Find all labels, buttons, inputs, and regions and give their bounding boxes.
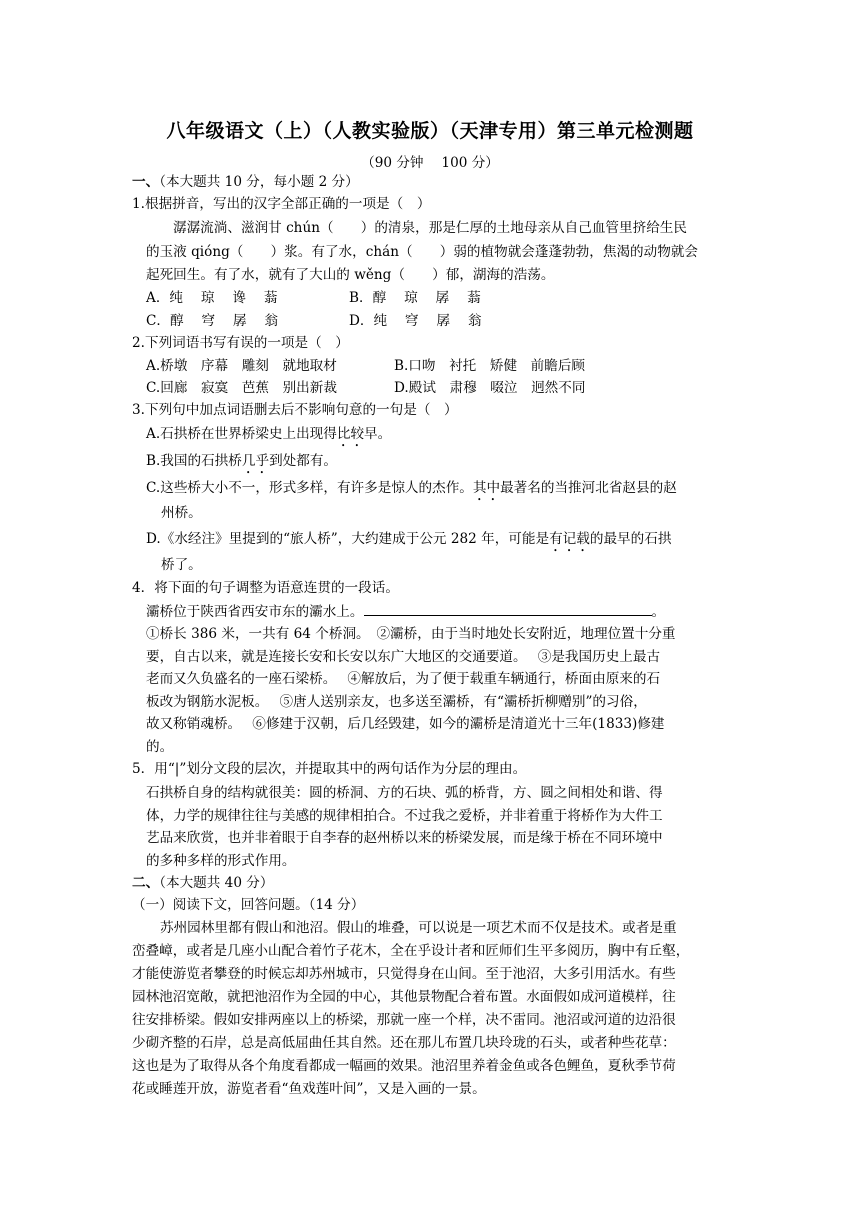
section-two-header bbox=[132, 873, 273, 893]
reading-line: 峦叠嶂，或者是几座小山配合着竹子花木，全在乎设计者和匠师们生平多阅历，胸中有丘壑， bbox=[132, 943, 690, 959]
q4-sentence-line: 的。 bbox=[146, 739, 174, 755]
section-one-header bbox=[132, 172, 359, 192]
q1-text-line: 的玉液 qióng（ ）浆。有了水，chán（ ）弱的植物就会蓬蓬勃勃，焦渴的动物就会 bbox=[146, 244, 699, 260]
q3-b-text-end: 到处都有。 bbox=[269, 453, 338, 469]
q3-option-c bbox=[146, 478, 677, 504]
q3-d-text-end: 的最早的石拱 bbox=[589, 531, 672, 547]
q1-option-c: C．醇 穹 孱 翁 bbox=[146, 313, 279, 329]
reading-line: 苏州园林里都有假山和池沼。假山的堆叠，可以说是一项艺术而不仅是技术。或者是重 bbox=[160, 920, 677, 936]
q3-b-text: B.我国的石拱桥 bbox=[146, 453, 242, 469]
q5-passage-line: 体，力学的规律往往与美感的规律相拍合。不过我之爱桥，并非着重于将桥作为大件工 bbox=[146, 808, 663, 824]
q3-c-text: C.这些桥大小不一，形式多样，有许多是惊人的杰作。 bbox=[146, 480, 473, 496]
q4-sentence-line: 老而又久负盛名的一座石梁桥。 ④解放后，为了便于载重车辆通行，桥面由原来的石 bbox=[146, 671, 661, 687]
q3-c-text-end: 最著名的当推河北省赵县的赵 bbox=[500, 480, 677, 496]
reading-line: 往安排桥梁。假如安排两座以上的桥梁，那就一座一个样，决不雷同。池沼或河道的边沿很 bbox=[132, 1012, 676, 1028]
q3-a-dotted-word: 比较 bbox=[336, 426, 365, 442]
page-title: 八年级语文（上）（人教实验版）（天津专用）第三单元检测题 bbox=[166, 120, 694, 142]
q3-a-text-end: 早。 bbox=[364, 426, 392, 442]
answer-blank-line[interactable] bbox=[364, 601, 652, 616]
q2-option-c: C.回廊 寂寞 芭蕉 别出新裁 bbox=[146, 380, 337, 396]
q1-option-d: D．纯 穹 孱 翁 bbox=[349, 313, 482, 329]
q1-stem: 1.根据拼音，写出的汉字全部正确的一项是（ ） bbox=[132, 196, 431, 212]
q5-passage-line: 的多种多样的形式作用。 bbox=[146, 853, 296, 869]
q1-text-line: 潺潺流淌、滋润甘 chún（ ）的清泉，那是仁厚的土地母亲从自己血管里挤给生民 bbox=[173, 220, 687, 236]
q3-option-d bbox=[146, 529, 671, 555]
section-two-number: 二、 bbox=[132, 875, 160, 891]
q2-option-a: A.桥墩 序幕 雕刻 就地取材 bbox=[146, 358, 337, 374]
q2-option-d: D.殿试 肃穆 啜泣 迥然不同 bbox=[394, 380, 586, 396]
q3-b-dotted-word: 几乎 bbox=[241, 453, 270, 469]
q5-passage-line: 艺品来欣赏，也并非着眼于自李春的赵州桥以来的桥梁发展，而是缘于桥在不同环境中 bbox=[146, 830, 663, 846]
q5-stem: 5．用“|”划分文段的层次，并提取其中的两句话作为分层的理由。 bbox=[132, 761, 527, 777]
q3-d-dotted-word: 有记载 bbox=[549, 531, 590, 547]
q3-option-d-line2: 桥了。 bbox=[161, 557, 202, 573]
q2-stem: 2.下列词语书写有误的一项是（ ） bbox=[132, 335, 349, 351]
q4-lead bbox=[146, 601, 665, 622]
q3-option-b bbox=[146, 451, 337, 477]
q5-passage-line: 石拱桥自身的结构就很美：圆的桥洞、方的石块、弧的桥背，方、圆之间相处和谐、得 bbox=[146, 785, 663, 801]
q4-sentence-line: 要，自古以来，就是连接长安和长安以东广大地区的交通要道。 ③是我国历史上最古 bbox=[146, 649, 661, 665]
reading-line: 花或睡莲开放，游览者看“鱼戏莲叶间”，又是入画的一景。 bbox=[132, 1081, 486, 1097]
reading-line: 少砌齐整的石岸，总是高低屈曲任其自然。还在那儿布置几块玲珑的石头，或者种些花草： bbox=[132, 1035, 676, 1051]
reading-line: 这也是为了取得从各个角度看都成一幅画的效果。池沼里养着金鱼或各色鲤鱼，夏秋季节荷 bbox=[132, 1058, 676, 1074]
q4-lead-text: 灞桥位于陕西省西安市东的灞水上。 bbox=[146, 604, 364, 620]
q2-option-b: B.口吻 衬托 矫健 前瞻后顾 bbox=[394, 358, 586, 374]
reading-line: 园林池沼宽敞，就把池沼作为全园的中心，其他景物配合着布置。水面假如成河道模样，往 bbox=[132, 989, 676, 1005]
reading-line: 才能使游览者攀登的时候忘却苏州城市，只觉得身在山间。至于池沼，大多引用活水。有些 bbox=[132, 966, 676, 982]
q4-sentence-line: 板改为钢筋水泥板。 ⑤唐人送别亲友，也多送至灞桥，有“灞桥折柳赠别”的习俗， bbox=[146, 694, 647, 710]
q1-text-line: 起死回生。有了水，就有了大山的 wěng（ ）郁，湖海的浩荡。 bbox=[146, 267, 555, 283]
q3-c-dotted-word: 其中 bbox=[472, 480, 501, 496]
q1-option-b: B．醇 琼 孱 蓊 bbox=[349, 290, 481, 306]
q4-lead-end: 。 bbox=[651, 604, 666, 620]
q4-sentence-line: 故又称销魂桥。 ⑥修建于汉朝，后几经毁建，如今的灞桥是清道光十三年(1833)修建 bbox=[146, 716, 665, 732]
exam-duration-score: （90 分钟 100 分） bbox=[361, 155, 499, 171]
q3-a-text: A.石拱桥在世界桥梁史上出现得 bbox=[146, 426, 337, 442]
reading-heading: （一）阅读下文，回答问题。（14 分） bbox=[132, 897, 365, 913]
q1-option-a: A．纯 琼 谗 蓊 bbox=[146, 290, 278, 306]
section-one-number: 一、 bbox=[132, 174, 160, 190]
section-two-note: （本大题共 40 分） bbox=[159, 875, 274, 891]
q3-stem: 3.下列句中加点词语删去后不影响句意的一句是（ ） bbox=[132, 402, 458, 418]
q4-stem: 4．将下面的句子调整为语意连贯的一段话。 bbox=[132, 580, 399, 596]
section-one-note: （本大题共 10 分，每小题 2 分） bbox=[159, 174, 359, 190]
q4-sentence-line: ①桥长 386 米，一共有 64 个桥洞。 ②灞桥，由于当时地处长安附近，地理位置十分重 bbox=[146, 626, 676, 642]
q3-option-c-line2: 州桥。 bbox=[161, 505, 202, 521]
q3-option-a bbox=[146, 424, 391, 450]
q3-d-text: D.《水经注》里提到的“旅人桥”，大约建成于公元 282 年，可能是 bbox=[146, 531, 550, 547]
